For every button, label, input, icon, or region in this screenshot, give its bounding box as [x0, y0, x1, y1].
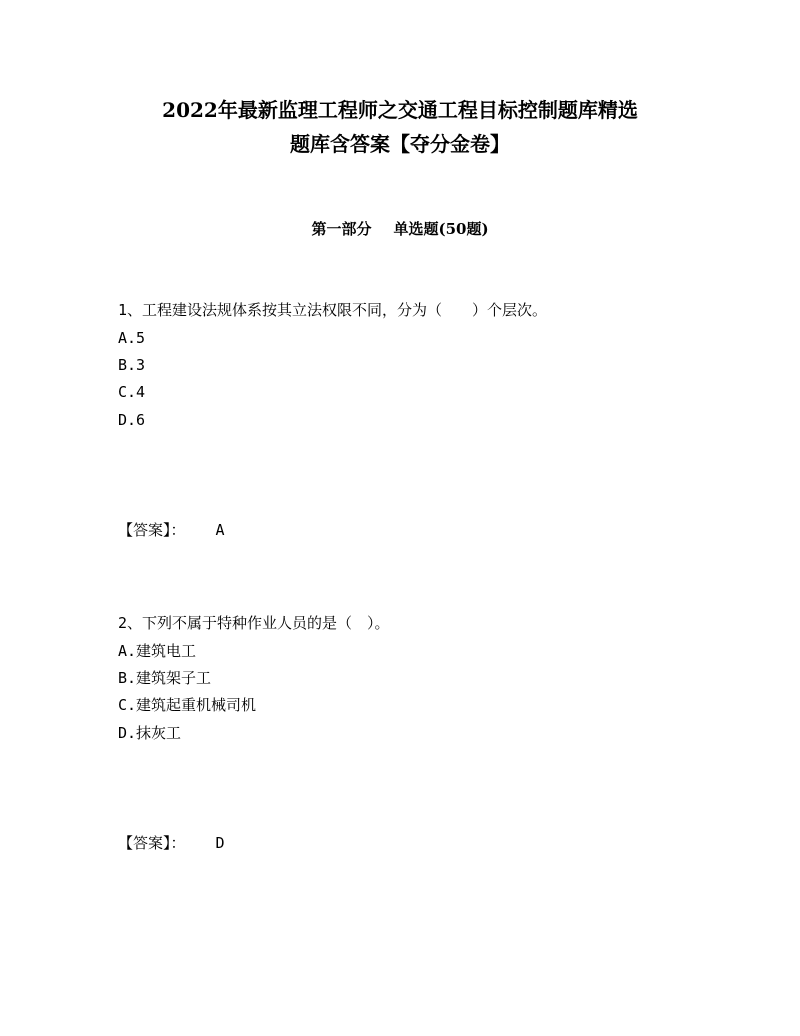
section-part: 第一部分: [311, 220, 372, 238]
answer-label: 【答案】：: [118, 521, 186, 539]
answer-label: 【答案】：: [118, 834, 186, 852]
answer-value: A: [215, 521, 225, 539]
answer-value: D: [215, 834, 225, 852]
question-option: D.抹灰工: [118, 724, 182, 742]
section-name: 单选题(50题): [393, 220, 489, 238]
section-heading: [0, 218, 800, 240]
question-option: B.3: [118, 356, 146, 374]
document-title-line-2: 题库含答案【夺分金卷】: [290, 132, 510, 156]
question-option: A.5: [118, 329, 146, 347]
question-option: A.建筑电工: [118, 642, 197, 660]
answer-line: [118, 832, 225, 854]
document-title-line-1: 2022年最新监理工程师之交通工程目标控制题库精选: [162, 98, 638, 122]
question-option: B.建筑架子工: [118, 669, 212, 687]
question-stem: 2、下列不属于特种作业人员的是（ ）。: [118, 614, 390, 632]
question-stem: 1、工程建设法规体系按其立法权限不同，分为（ ）个层次。: [118, 301, 548, 319]
question-option: C.建筑起重机械司机: [118, 696, 257, 714]
question-option: D.6: [118, 411, 146, 429]
question-option: C.4: [118, 383, 146, 401]
answer-line: [118, 519, 225, 541]
